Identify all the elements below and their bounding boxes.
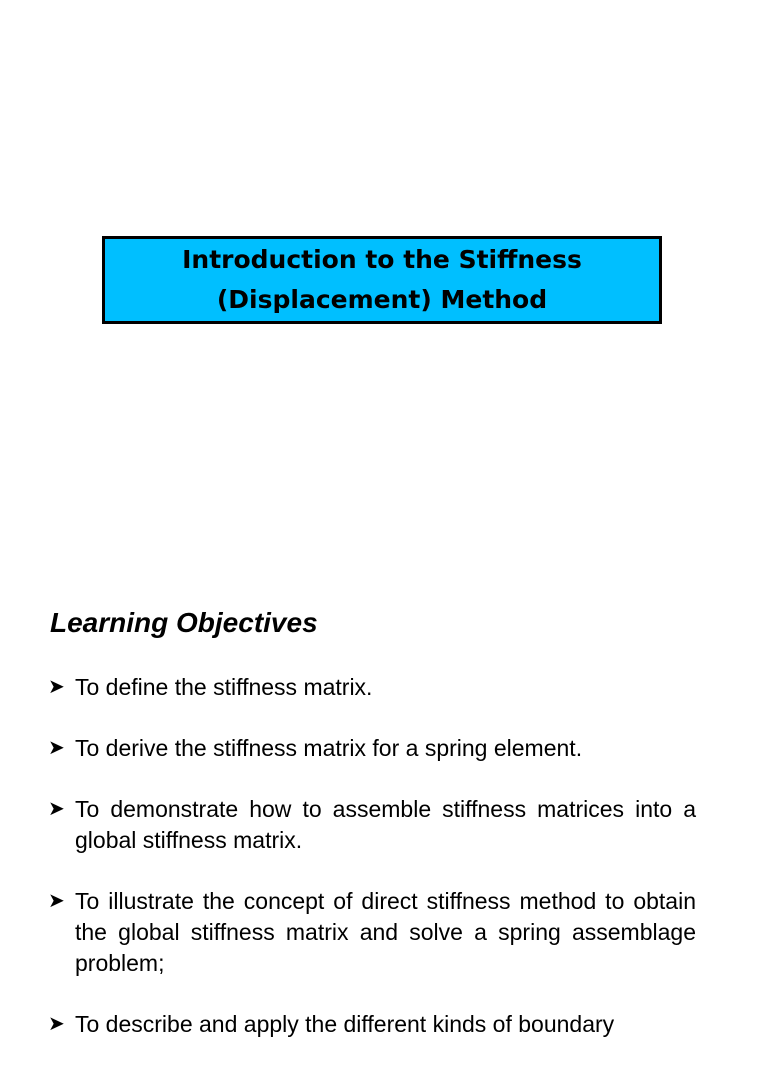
objective-text: To demonstrate how to assemble stiffness matrices into a global stiffness matrix. — [75, 796, 696, 853]
arrowhead-bullet-icon: ➤ — [48, 890, 65, 912]
learning-objectives-heading: Learning Objectives — [50, 607, 318, 638]
objective-item — [46, 794, 696, 856]
slide-title-line-2: (Displacement) Method — [216, 285, 548, 314]
objective-text: To define the stiffness matrix. — [75, 674, 373, 700]
objective-item — [46, 1009, 696, 1040]
arrowhead-bullet-icon: ➤ — [48, 737, 65, 759]
slide-title-box — [102, 236, 662, 324]
arrowhead-bullet-icon: ➤ — [48, 798, 65, 820]
objective-item — [46, 886, 696, 979]
arrowhead-bullet-icon: ➤ — [48, 1013, 65, 1035]
objective-item — [46, 672, 696, 703]
slide-title-line-1: Introduction to the Stiffness — [182, 245, 582, 274]
arrowhead-bullet-icon: ➤ — [48, 676, 65, 698]
objective-item — [46, 733, 696, 764]
objective-text: To describe and apply the different kinds of boundary — [75, 1011, 615, 1037]
objective-text: To derive the stiffness matrix for a spring element. — [75, 735, 583, 761]
learning-objectives-list — [46, 672, 696, 1070]
objective-text: To illustrate the concept of direct stiffness method to obtain the global stiffness matrix and solve a spring assemblage problem; — [75, 888, 696, 976]
